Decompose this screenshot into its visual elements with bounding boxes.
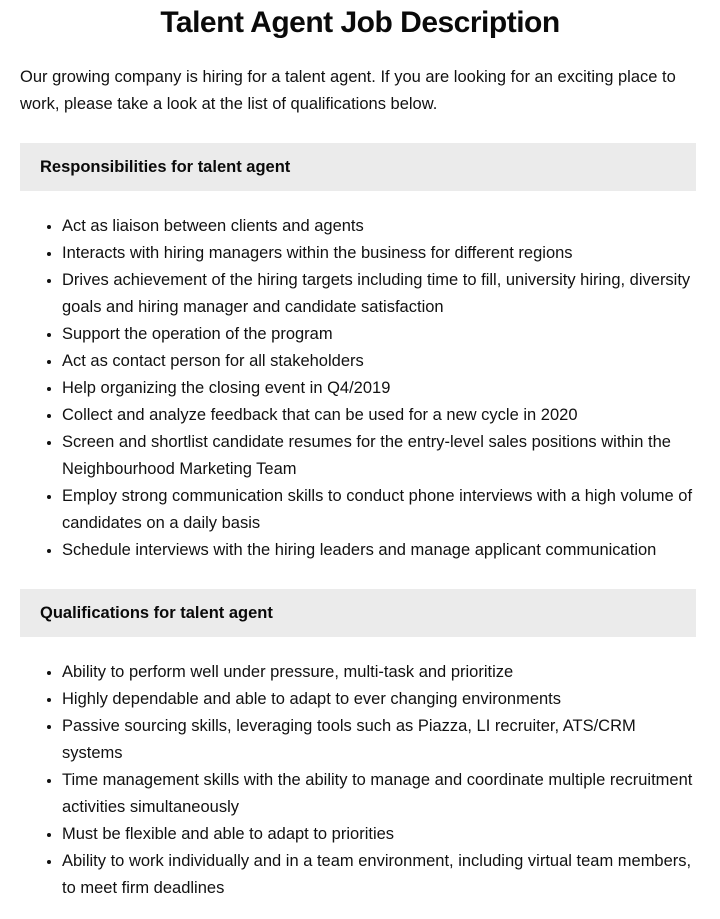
list-item: • Ability to work individually and in a team environment, including virtual team members, to meet firm deadlines — [62, 848, 700, 902]
list-item: • Collect and analyze feedback that can be used for a new cycle in 2020 — [62, 402, 700, 429]
qualifications-list — [20, 659, 700, 902]
list-item: • Act as liaison between clients and agents — [62, 213, 700, 240]
section-heading-responsibilities: Responsibilities for talent agent — [20, 143, 696, 191]
list-item: • Help organizing the closing event in Q4/2019 — [62, 375, 700, 402]
list-item: • Interacts with hiring managers within the business for different regions — [62, 240, 700, 267]
page-title: Talent Agent Job Description — [160, 6, 560, 39]
section-heading-qualifications: Qualifications for talent agent — [20, 589, 696, 637]
list-item: • Time management skills with the ability to manage and coordinate multiple recruitment activities simultaneously — [62, 767, 700, 821]
list-item: • Passive sourcing skills, leveraging tools such as Piazza, LI recruiter, ATS/CRM systems — [62, 713, 700, 767]
list-item: • Schedule interviews with the hiring leaders and manage applicant communication — [62, 537, 700, 564]
list-item: • Employ strong communication skills to conduct phone interviews with a high volume of candidates on a daily basis — [62, 483, 700, 537]
list-item: • Ability to perform well under pressure, multi-task and prioritize — [62, 659, 700, 686]
list-item: • Act as contact person for all stakeholders — [62, 348, 700, 375]
list-item: • Screen and shortlist candidate resumes for the entry-level sales positions within the Neighbourhood Marketing Team — [62, 429, 700, 483]
list-item: • Highly dependable and able to adapt to ever changing environments — [62, 686, 700, 713]
list-item: • Drives achievement of the hiring targets including time to fill, university hiring, diversity goals and hiring manager and candidate satisfaction — [62, 267, 700, 321]
list-item: • Support the operation of the program — [62, 321, 700, 348]
responsibilities-list — [20, 213, 700, 564]
intro-paragraph: Our growing company is hiring for a talent agent. If you are looking for an exciting place to work, please take a look at the list of qualifications below. — [20, 68, 676, 113]
list-item: • Must be flexible and able to adapt to priorities — [62, 821, 700, 848]
